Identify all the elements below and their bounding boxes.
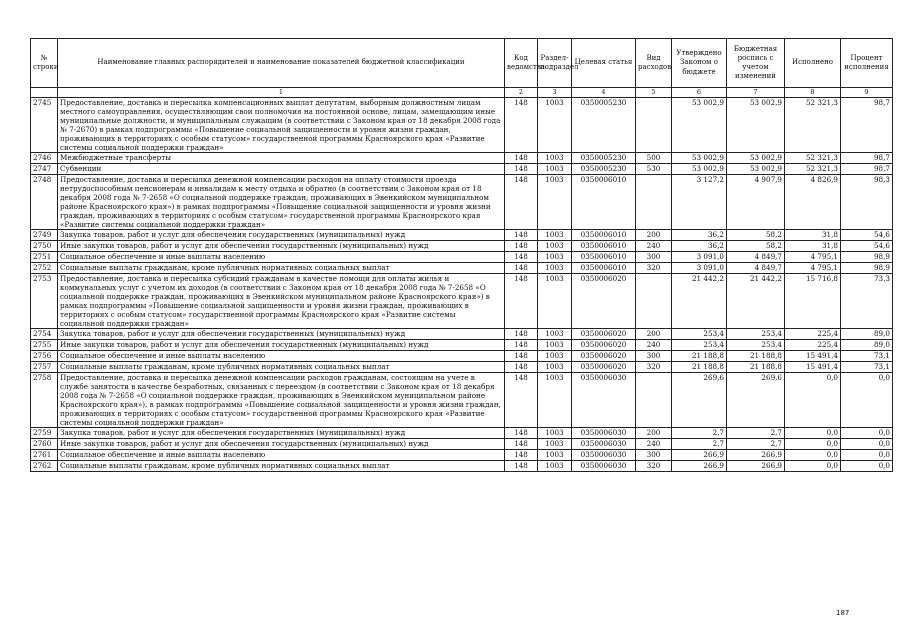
approved-amount: 266,9 <box>672 461 727 472</box>
execution-percent: 98,7 <box>841 98 893 153</box>
execution-percent: 98,7 <box>841 153 893 164</box>
expense-type: 300 <box>636 351 672 362</box>
approved-amount: 21 442,2 <box>672 274 727 329</box>
target-article: 0350006010 <box>572 175 636 230</box>
table-row <box>31 351 893 362</box>
column-number: 4 <box>572 88 636 98</box>
budget-schedule-amount: 2,7 <box>727 439 785 450</box>
expense-type <box>636 175 672 230</box>
budget-schedule-amount: 266,9 <box>727 461 785 472</box>
table-row <box>31 439 893 450</box>
header-executed: Исполнено <box>785 39 841 88</box>
executed-amount: 15 491,4 <box>785 362 841 373</box>
page-number: 187 <box>836 609 850 617</box>
department-code: 148 <box>505 450 538 461</box>
row-number: 2749 <box>31 230 58 241</box>
execution-percent: 73,1 <box>841 362 893 373</box>
execution-percent: 89,0 <box>841 329 893 340</box>
section-code: 1003 <box>538 175 572 230</box>
expense-type <box>636 373 672 428</box>
target-article: 0350006020 <box>572 362 636 373</box>
table-row <box>31 340 893 351</box>
expense-type: 200 <box>636 230 672 241</box>
header-expense-type: Вид расходов <box>636 39 672 88</box>
expense-type: 200 <box>636 329 672 340</box>
row-number: 2745 <box>31 98 58 153</box>
table-row <box>31 241 893 252</box>
section-code: 1003 <box>538 164 572 175</box>
section-code: 1003 <box>538 98 572 153</box>
table-body <box>31 98 893 472</box>
table-row <box>31 175 893 230</box>
section-code: 1003 <box>538 362 572 373</box>
execution-percent: 0,0 <box>841 439 893 450</box>
header-section: Раздел-подраздел <box>538 39 572 88</box>
section-code: 1003 <box>538 340 572 351</box>
approved-amount: 266,9 <box>672 450 727 461</box>
column-numbers-row <box>31 88 893 98</box>
executed-amount: 0,0 <box>785 450 841 461</box>
budget-schedule-amount: 53 002,9 <box>727 98 785 153</box>
row-number: 2754 <box>31 329 58 340</box>
row-number: 2758 <box>31 373 58 428</box>
execution-percent: 98,9 <box>841 252 893 263</box>
target-article: 0350006020 <box>572 351 636 362</box>
department-code: 148 <box>505 153 538 164</box>
executed-amount: 15 491,4 <box>785 351 841 362</box>
executed-amount: 31,8 <box>785 230 841 241</box>
target-article: 0350006030 <box>572 439 636 450</box>
executed-amount: 225,4 <box>785 329 841 340</box>
table-row <box>31 428 893 439</box>
header-percent: Процент исполнения <box>841 39 893 88</box>
section-code: 1003 <box>538 373 572 428</box>
table-header <box>31 39 893 98</box>
budget-schedule-amount: 266,9 <box>727 450 785 461</box>
row-name: Предоставление, доставка и пересылка денежной компенсации расходов на оплату стоимости проезда нетрудоспособным пенсионерам и инвалидам к месту отдыха и обратно (в соответствии с Законом края от 18 декабря 2008 года № 7-2658 «О социальной поддержке граждан, проживающих в Эвенкийском муниципальном районе Красноярского края») в рамках подпрограммы «Повышение социальной защищенности и уровня жизни граждан, проживающих в территориях с особым статусом» государственной программы Красноярского края «Развитие системы социальной поддержки граждан» <box>58 175 505 230</box>
department-code: 148 <box>505 175 538 230</box>
row-number: 2752 <box>31 263 58 274</box>
target-article: 0350006020 <box>572 340 636 351</box>
column-number: 7 <box>727 88 785 98</box>
table-row <box>31 450 893 461</box>
target-article: 0350006030 <box>572 450 636 461</box>
execution-percent: 0,0 <box>841 461 893 472</box>
department-code: 148 <box>505 230 538 241</box>
expense-type: 320 <box>636 362 672 373</box>
department-code: 148 <box>505 274 538 329</box>
row-number: 2753 <box>31 274 58 329</box>
row-name: Иные закупки товаров, работ и услуг для обеспечения государственных (муниципальных) нужд <box>58 241 505 252</box>
target-article: 0350005230 <box>572 164 636 175</box>
row-number: 2756 <box>31 351 58 362</box>
row-number: 2747 <box>31 164 58 175</box>
target-article: 0350006020 <box>572 274 636 329</box>
target-article: 0350005230 <box>572 153 636 164</box>
budget-schedule-amount: 4 849,7 <box>727 252 785 263</box>
section-code: 1003 <box>538 461 572 472</box>
execution-percent: 73,1 <box>841 351 893 362</box>
approved-amount: 36,2 <box>672 241 727 252</box>
row-name: Межбюджетные трансферты <box>58 153 505 164</box>
column-number: 8 <box>785 88 841 98</box>
executed-amount: 15 716,8 <box>785 274 841 329</box>
budget-schedule-amount: 58,2 <box>727 241 785 252</box>
execution-percent: 73,3 <box>841 274 893 329</box>
executed-amount: 52 321,3 <box>785 153 841 164</box>
execution-percent: 0,0 <box>841 373 893 428</box>
target-article: 0350006030 <box>572 373 636 428</box>
row-number: 2751 <box>31 252 58 263</box>
table-row <box>31 362 893 373</box>
department-code: 148 <box>505 461 538 472</box>
row-number: 2755 <box>31 340 58 351</box>
section-code: 1003 <box>538 153 572 164</box>
executed-amount: 0,0 <box>785 439 841 450</box>
budget-schedule-amount: 2,7 <box>727 428 785 439</box>
row-number: 2750 <box>31 241 58 252</box>
row-name: Закупка товаров, работ и услуг для обеспечения государственных (муниципальных) нужд <box>58 329 505 340</box>
executed-amount: 0,0 <box>785 461 841 472</box>
budget-schedule-amount: 4 907,9 <box>727 175 785 230</box>
header-row-number: № строки <box>31 39 58 88</box>
execution-percent: 98,3 <box>841 175 893 230</box>
table-row <box>31 329 893 340</box>
target-article: 0350006020 <box>572 329 636 340</box>
column-number: 9 <box>841 88 893 98</box>
row-name: Закупка товаров, работ и услуг для обеспечения государственных (муниципальных) нужд <box>58 428 505 439</box>
expense-type <box>636 274 672 329</box>
row-name: Субвенции <box>58 164 505 175</box>
department-code: 148 <box>505 252 538 263</box>
section-code: 1003 <box>538 450 572 461</box>
header-budget-schedule: Бюджетная роспись с учетом изменений <box>727 39 785 88</box>
execution-percent: 0,0 <box>841 428 893 439</box>
table-row <box>31 98 893 153</box>
expense-type: 530 <box>636 164 672 175</box>
row-number: 2748 <box>31 175 58 230</box>
target-article: 0350006030 <box>572 461 636 472</box>
expense-type: 320 <box>636 263 672 274</box>
row-name: Иные закупки товаров, работ и услуг для обеспечения государственных (муниципальных) нужд <box>58 340 505 351</box>
approved-amount: 36,2 <box>672 230 727 241</box>
expense-type: 320 <box>636 461 672 472</box>
header-name: Наименование главных распорядителей и наименование показателей бюджетной классификации <box>58 39 505 88</box>
department-code: 148 <box>505 340 538 351</box>
executed-amount: 52 321,3 <box>785 98 841 153</box>
execution-percent: 89,0 <box>841 340 893 351</box>
department-code: 148 <box>505 329 538 340</box>
column-number: 3 <box>538 88 572 98</box>
section-code: 1003 <box>538 329 572 340</box>
row-name: Социальное обеспечение и иные выплаты населению <box>58 450 505 461</box>
budget-execution-table <box>30 38 893 472</box>
row-name: Предоставление, доставка и пересылка компенсационных выплат депутатам, выборным должностным лицам местного самоуправления, осуществляющим свои полномочия на постоянной основе, лицам, замещающим иные муниципальные должности, и муниципальным служащим (в соответствии с Законом края от 18 декабря 2008 года № 7-2670) в рамках подпрограммы «Повышение социальной защищенности и уровня жизни граждан, проживающих в территориях с особым статусом» государственной программы Красноярского края «Развитие системы социальной поддержки граждан» <box>58 98 505 153</box>
expense-type: 240 <box>636 340 672 351</box>
table-row <box>31 373 893 428</box>
department-code: 148 <box>505 351 538 362</box>
department-code: 148 <box>505 439 538 450</box>
row-name: Социальное обеспечение и иные выплаты населению <box>58 252 505 263</box>
row-name: Социальное обеспечение и иные выплаты населению <box>58 351 505 362</box>
header-target-article: Целевая статья <box>572 39 636 88</box>
section-code: 1003 <box>538 230 572 241</box>
executed-amount: 0,0 <box>785 428 841 439</box>
department-code: 148 <box>505 362 538 373</box>
approved-amount: 21 188,8 <box>672 351 727 362</box>
approved-amount: 21 188,8 <box>672 362 727 373</box>
department-code: 148 <box>505 373 538 428</box>
execution-percent: 54,6 <box>841 230 893 241</box>
table-row <box>31 252 893 263</box>
row-number: 2757 <box>31 362 58 373</box>
budget-schedule-amount: 21 188,8 <box>727 362 785 373</box>
budget-schedule-amount: 4 849,7 <box>727 263 785 274</box>
execution-percent: 98,9 <box>841 263 893 274</box>
row-name: Социальные выплаты гражданам, кроме публичных нормативных социальных выплат <box>58 263 505 274</box>
executed-amount: 4 826,9 <box>785 175 841 230</box>
budget-schedule-amount: 253,4 <box>727 340 785 351</box>
header-approved: Утверждено Законом о бюджете <box>672 39 727 88</box>
executed-amount: 4 795,1 <box>785 263 841 274</box>
expense-type: 300 <box>636 450 672 461</box>
executed-amount: 31,8 <box>785 241 841 252</box>
approved-amount: 2,7 <box>672 428 727 439</box>
approved-amount: 53 002,9 <box>672 153 727 164</box>
table-row <box>31 263 893 274</box>
header-department-code: Код ведомства <box>505 39 538 88</box>
approved-amount: 2,7 <box>672 439 727 450</box>
approved-amount: 3 091,0 <box>672 252 727 263</box>
row-number: 2759 <box>31 428 58 439</box>
section-code: 1003 <box>538 263 572 274</box>
execution-percent: 0,0 <box>841 450 893 461</box>
execution-percent: 54,6 <box>841 241 893 252</box>
section-code: 1003 <box>538 252 572 263</box>
row-name: Закупка товаров, работ и услуг для обеспечения государственных (муниципальных) нужд <box>58 230 505 241</box>
executed-amount: 52 321,3 <box>785 164 841 175</box>
row-name: Предоставление, доставка и пересылка субсидий гражданам в качестве помощи для оплаты жилья и коммунальных услуг с учетом их доходов (в соответствии с Законом края от 18 декабря 2008 года № 7-2658 «О социальной поддержке граждан, проживающих в Эвенкийском муниципальном районе Красноярского края») в рамках подпрограммы «Повышение социальной защищенности и уровня жизни граждан, проживающих в территориях с особым статусом» государственной программы Красноярского края «Развитие системы социальной поддержки граждан» <box>58 274 505 329</box>
expense-type <box>636 98 672 153</box>
expense-type: 240 <box>636 241 672 252</box>
department-code: 148 <box>505 98 538 153</box>
approved-amount: 3 091,0 <box>672 263 727 274</box>
budget-schedule-amount: 53 002,9 <box>727 164 785 175</box>
budget-schedule-amount: 269,6 <box>727 373 785 428</box>
executed-amount: 0,0 <box>785 373 841 428</box>
department-code: 148 <box>505 263 538 274</box>
expense-type: 200 <box>636 428 672 439</box>
column-number: 2 <box>505 88 538 98</box>
approved-amount: 253,4 <box>672 329 727 340</box>
row-name: Социальные выплаты гражданам, кроме публичных нормативных социальных выплат <box>58 362 505 373</box>
row-number: 2760 <box>31 439 58 450</box>
budget-schedule-amount: 21 188,8 <box>727 351 785 362</box>
approved-amount: 3 127,2 <box>672 175 727 230</box>
approved-amount: 269,6 <box>672 373 727 428</box>
column-number: 6 <box>672 88 727 98</box>
budget-schedule-amount: 58,2 <box>727 230 785 241</box>
column-number: 5 <box>636 88 672 98</box>
approved-amount: 53 002,9 <box>672 98 727 153</box>
section-code: 1003 <box>538 439 572 450</box>
target-article: 0350006010 <box>572 263 636 274</box>
section-code: 1003 <box>538 274 572 329</box>
column-number: 1 <box>58 88 505 98</box>
department-code: 148 <box>505 241 538 252</box>
section-code: 1003 <box>538 428 572 439</box>
expense-type: 240 <box>636 439 672 450</box>
section-code: 1003 <box>538 351 572 362</box>
target-article: 0350006010 <box>572 252 636 263</box>
expense-type: 300 <box>636 252 672 263</box>
column-number <box>31 88 58 98</box>
target-article: 0350006010 <box>572 230 636 241</box>
table-row <box>31 274 893 329</box>
budget-schedule-amount: 253,4 <box>727 329 785 340</box>
executed-amount: 225,4 <box>785 340 841 351</box>
row-number: 2746 <box>31 153 58 164</box>
budget-schedule-amount: 21 442,2 <box>727 274 785 329</box>
table-row <box>31 461 893 472</box>
executed-amount: 4 795,1 <box>785 252 841 263</box>
approved-amount: 253,4 <box>672 340 727 351</box>
table-row <box>31 153 893 164</box>
department-code: 148 <box>505 164 538 175</box>
row-number: 2762 <box>31 461 58 472</box>
row-number: 2761 <box>31 450 58 461</box>
table-row <box>31 230 893 241</box>
target-article: 0350006030 <box>572 428 636 439</box>
table-row <box>31 164 893 175</box>
execution-percent: 98,7 <box>841 164 893 175</box>
target-article: 0350005230 <box>572 98 636 153</box>
budget-schedule-amount: 53 002,9 <box>727 153 785 164</box>
expense-type: 500 <box>636 153 672 164</box>
target-article: 0350006010 <box>572 241 636 252</box>
row-name: Социальные выплаты гражданам, кроме публичных нормативных социальных выплат <box>58 461 505 472</box>
department-code: 148 <box>505 428 538 439</box>
row-name: Иные закупки товаров, работ и услуг для обеспечения государственных (муниципальных) нужд <box>58 439 505 450</box>
approved-amount: 53 002,9 <box>672 164 727 175</box>
row-name: Предоставление, доставка и пересылка денежной компенсации расходов гражданам, состоящим на учете в службе занятости в качестве безработных, связанных с переездом (в соответствии с Законом края от 18 декабря 2008 года № 7-2658 «О социальной поддержке граждан, проживающих в Эвенкийском муниципальном районе Красноярского края»), в рамках подпрограммы «Повышение социальной защищенности и уровня жизни граждан, проживающих в территориях с особым статусом» государственной программы Красноярского края «Развитие системы социальной поддержки граждан» <box>58 373 505 428</box>
section-code: 1003 <box>538 241 572 252</box>
